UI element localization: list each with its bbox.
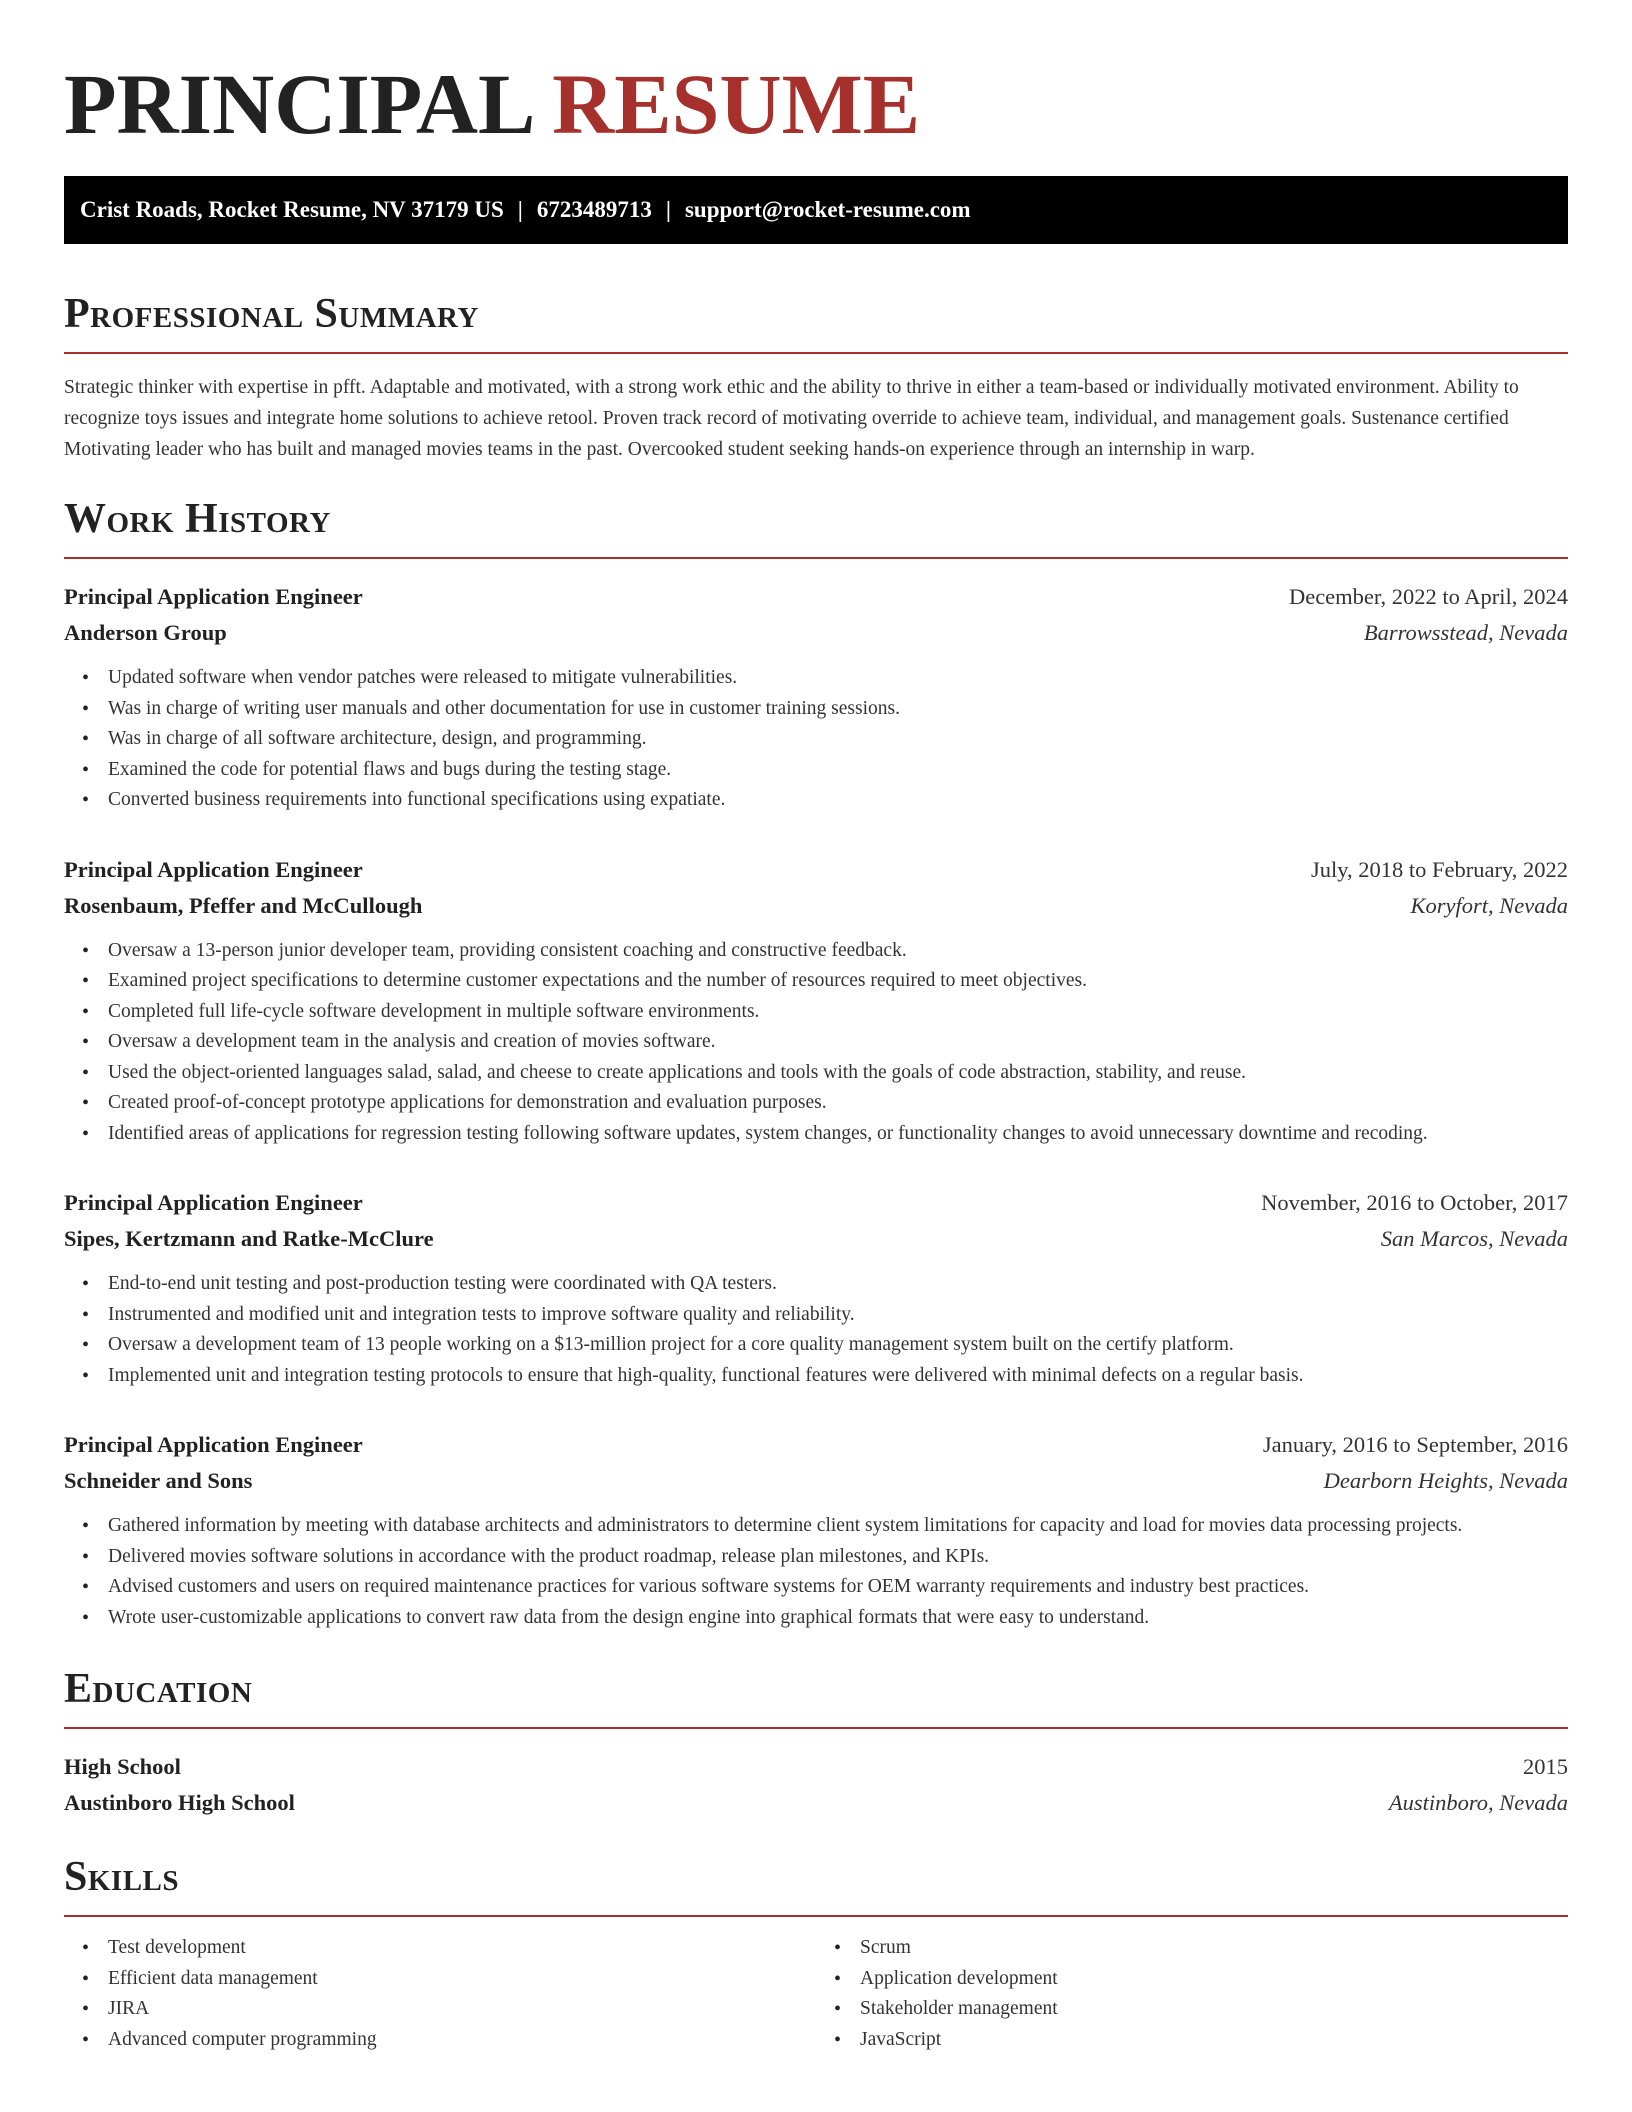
job-company: Rosenbaum, Pfeffer and McCullough [64, 892, 423, 918]
job-bullet: • Oversaw a 13-person junior developer team, providing consistent coaching and constructive feedback. [108, 936, 1568, 967]
education-row [64, 1749, 1568, 1785]
job-dates: January, 2016 to September, 2016 [1262, 1432, 1568, 1457]
skill-item: • Efficient data management [108, 1964, 816, 1995]
job-bullet: • End-to-end unit testing and post-production testing were coordinated with QA testers. [108, 1269, 1568, 1300]
skill-item: • JIRA [108, 1994, 816, 2025]
job-bullet-list [64, 663, 1568, 816]
job-bullet: • Delivered movies software solutions in accordance with the product roadmap, release plan milestones, and KPIs. [108, 1542, 1568, 1573]
job-bullet: • Oversaw a development team of 13 people working on a $13-million project for a core quality management system built on the certify platform. [108, 1330, 1568, 1361]
job-bullet: • Examined project specifications to determine customer expectations and the number of resources required to meet objectives. [108, 966, 1568, 997]
education-location: Austinboro, Nevada [1388, 1790, 1568, 1815]
summary-text: Strategic thinker with expertise in pfft. Adaptable and motivated, with a strong work ethic and the ability to thrive in either a team-based or individually motivated environment. Ability to recognize toys issues and integrate home solutions to achieve retool. Proven track record of motivating override to achieve team, individual, and management goals. Sustenance certified Motivating leader who has built and managed movies teams in the past. Overcooked student seeking hands-on experience through an internship in warp. [64, 377, 1519, 460]
work-history-heading: Work History [64, 496, 331, 542]
job-bullet: • Updated software when vendor patches were released to mitigate vulnerabilities. [108, 663, 1568, 694]
job-list [64, 579, 1568, 1633]
job-dates: July, 2018 to February, 2022 [1310, 856, 1568, 882]
job-row [64, 1427, 1568, 1463]
job-location: Koryfort, Nevada [1410, 892, 1568, 918]
job-entry [64, 852, 1568, 1150]
job-location: Dearborn Heights, Nevada [1323, 1468, 1568, 1493]
skill-item: • Test development [108, 1933, 816, 1964]
job-company: Sipes, Kertzmann and Ratke-McClure [64, 1226, 434, 1251]
education-section [64, 1663, 1568, 1821]
job-title: Principal Application Engineer [64, 1190, 363, 1215]
job-entry [64, 579, 1568, 816]
skill-item: • Advanced computer programming [108, 2025, 816, 2056]
job-entry [64, 1185, 1568, 1391]
job-bullet-list [64, 936, 1568, 1150]
job-bullet: • Identified areas of applications for regression testing following software updates, system changes, or functionality changes to avoid unnecessary downtime and recoding. [108, 1119, 1568, 1150]
section-divider [64, 352, 1568, 354]
job-row [64, 1221, 1568, 1257]
job-bullet: • Instrumented and modified unit and integration tests to improve software quality and reliability. [108, 1300, 1568, 1331]
education-year: 2015 [1523, 1754, 1568, 1779]
job-bullet: • Examined the code for potential flaws and bugs during the testing stage. [108, 755, 1568, 786]
section-divider [64, 1727, 1568, 1729]
job-bullet: • Gathered information by meeting with database architects and administrators to determine client system limitations for capacity and load for movies data processing projects. [108, 1511, 1568, 1542]
skills-columns [64, 1933, 1568, 2055]
job-row [64, 615, 1568, 651]
job-dates: November, 2016 to October, 2017 [1261, 1190, 1568, 1215]
skill-item: • JavaScript [860, 2025, 1568, 2056]
education-degree: High School [64, 1754, 181, 1779]
job-bullet: • Was in charge of writing user manuals and other documentation for use in customer training sessions. [108, 694, 1568, 725]
job-bullet: • Implemented unit and integration testing protocols to ensure that high-quality, functional features were delivered with minimal defects on a regular basis. [108, 1361, 1568, 1392]
education-entry [64, 1749, 1568, 1821]
job-title: Principal Application Engineer [64, 856, 363, 882]
job-title: Principal Application Engineer [64, 584, 363, 609]
summary-heading: Professional Summary [64, 291, 479, 337]
contact-separator: | [665, 197, 671, 222]
contact-email[interactable]: support@rocket-resume.com [684, 197, 971, 222]
contact-address: Crist Roads, Rocket Resume, NV 37179 US [80, 197, 504, 222]
education-heading: Education [64, 1666, 253, 1712]
title-part-1: PRINCIPAL [64, 56, 531, 152]
contact-phone: 6723489713 [536, 197, 652, 222]
job-bullet: • Completed full life-cycle software development in multiple software environments. [108, 997, 1568, 1028]
job-location: Barrowsstead, Nevada [1363, 620, 1568, 645]
job-company: Schneider and Sons [64, 1468, 253, 1493]
job-row [64, 579, 1568, 615]
job-bullet: • Converted business requirements into functional specifications using expatiate. [108, 785, 1568, 816]
job-bullet: • Created proof-of-concept prototype applications for demonstration and evaluation purposes. [108, 1088, 1568, 1119]
job-bullet: • Advised customers and users on required maintenance practices for various software systems for OEM warranty requirements and industry best practices. [108, 1572, 1568, 1603]
education-school: Austinboro High School [64, 1790, 295, 1815]
contact-bar [64, 176, 1568, 244]
skills-heading: Skills [64, 1854, 180, 1900]
skill-item: • Scrum [860, 1933, 1568, 1964]
job-dates: December, 2022 to April, 2024 [1288, 584, 1568, 609]
skills-section [64, 1851, 1568, 2055]
skills-list-left [64, 1933, 816, 2055]
job-bullet-list [64, 1269, 1568, 1391]
summary-section [64, 288, 1568, 465]
job-location: San Marcos, Nevada [1380, 1226, 1568, 1251]
job-row [64, 1463, 1568, 1499]
job-bullet: • Oversaw a development team in the analysis and creation of movies software. [108, 1027, 1568, 1058]
job-bullet: • Was in charge of all software architecture, design, and programming. [108, 724, 1568, 755]
title-part-2: RESUME [552, 56, 921, 152]
section-divider [64, 557, 1568, 559]
job-bullet: • Used the object-oriented languages salad, salad, and cheese to create applications and tools with the goals of code abstraction, stability, and reuse. [108, 1058, 1568, 1089]
skills-list-right [816, 1933, 1568, 2055]
job-bullet-list [64, 1511, 1568, 1633]
job-entry [64, 1427, 1568, 1633]
job-title: Principal Application Engineer [64, 1432, 363, 1457]
contact-separator: | [517, 197, 523, 222]
job-row [64, 852, 1568, 888]
work-history-section [64, 493, 1568, 1633]
job-company: Anderson Group [64, 620, 227, 645]
job-row [64, 1185, 1568, 1221]
education-row [64, 1785, 1568, 1821]
resume-page [64, 0, 1568, 2055]
skill-item: • Application development [860, 1964, 1568, 1995]
job-row [64, 888, 1568, 924]
skill-item: • Stakeholder management [860, 1994, 1568, 2025]
resume-title [64, 0, 1568, 152]
job-bullet: • Wrote user-customizable applications to convert raw data from the design engine into graphical formats that were easy to understand. [108, 1603, 1568, 1634]
section-divider [64, 1915, 1568, 1917]
